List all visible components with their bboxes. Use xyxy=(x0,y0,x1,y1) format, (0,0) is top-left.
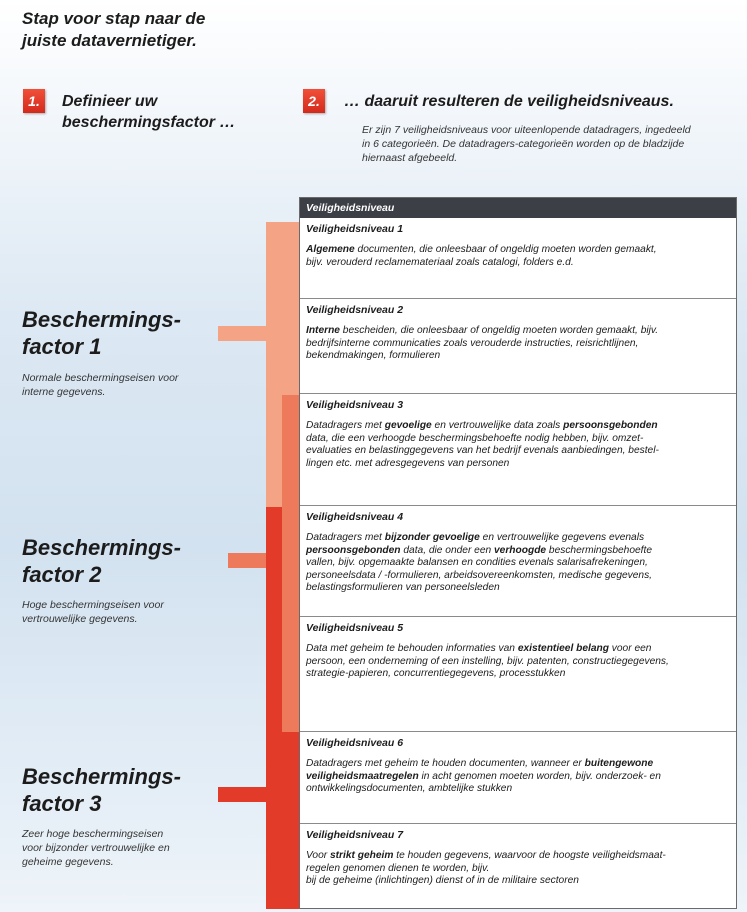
emphasis-text: Interne xyxy=(306,325,340,336)
factor-desc-line: interne gegevens. xyxy=(22,386,106,398)
level-text-line xyxy=(306,783,730,796)
factor-3-bar xyxy=(266,507,282,909)
level-text-line xyxy=(306,875,730,888)
level-text-line xyxy=(306,420,730,433)
emphasis-text: persoonsgebonden xyxy=(563,420,658,431)
level-title: Veiligheidsniveau 3 xyxy=(306,399,404,411)
factor-title-line: Beschermings- xyxy=(22,307,181,332)
factor-desc-line: vertrouwelijke gegevens. xyxy=(22,613,138,625)
level-text-line xyxy=(306,338,730,351)
level-text-line xyxy=(306,257,730,270)
emphasis-text: existentieel belang xyxy=(517,643,609,654)
emphasis-text: bijzonder gevoelige xyxy=(384,532,480,543)
text-span: evaluaties en belastinggegevens van het bedrijf evenals aanbiedingen, bestel- xyxy=(306,445,659,457)
level-title: Veiligheidsniveau 2 xyxy=(306,304,404,316)
factor-2-description xyxy=(22,598,164,626)
factor-desc-line: voor bijzonder vertrouwelijke en xyxy=(22,842,170,854)
level-row-5 xyxy=(300,616,736,731)
emphasis-text: buitengewone xyxy=(584,758,654,769)
factor-title-line: Beschermings- xyxy=(22,764,181,789)
factor-1-connector xyxy=(218,326,300,341)
text-span: Datadragers met xyxy=(306,532,385,543)
factor-title-line: Beschermings- xyxy=(22,535,181,560)
table-header: Veiligheidsniveau xyxy=(300,198,736,218)
text-span: voor een xyxy=(608,643,652,654)
text-span: Data met geheim te behouden informaties van xyxy=(306,643,518,654)
text-span: bekendmakingen, formulieren xyxy=(306,350,441,362)
text-span: in acht genomen moeten worden, bijv. onderzoek- en xyxy=(418,770,661,782)
text-span: te houden gegevens, waarvoor de hoogste veiligheidsmaat- xyxy=(393,850,666,861)
factor-3-description xyxy=(22,827,170,869)
text-span: en vertrouwelijke gegevens evenals xyxy=(479,532,645,543)
level-title: Veiligheidsniveau 7 xyxy=(306,829,404,841)
level-title: Veiligheidsniveau 1 xyxy=(306,223,404,235)
text-span: Voor xyxy=(306,850,330,861)
emphasis-text: strikt geheim xyxy=(329,850,394,861)
level-text-line xyxy=(306,458,730,471)
factor-title-line: factor 2 xyxy=(22,562,102,587)
text-span: lingen etc. met adresgegevens van personen xyxy=(306,457,510,469)
factor-3-title xyxy=(22,763,181,817)
level-text-line xyxy=(306,643,730,656)
level-text-line xyxy=(306,350,730,363)
level-text-line xyxy=(306,244,730,257)
level-row-6 xyxy=(300,731,736,823)
factor-desc-line: Zeer hoge beschermingseisen xyxy=(22,828,164,840)
factor-3-bar-extension xyxy=(282,732,300,909)
text-span: ontwikkelingsdocumenten, ambtelijke stukken xyxy=(306,783,513,795)
emphasis-text: persoonsgebonden xyxy=(306,544,401,556)
level-text-line xyxy=(306,850,730,863)
level-row-4 xyxy=(300,505,736,616)
factor-1-title xyxy=(22,306,181,360)
level-text-line xyxy=(306,863,730,876)
level-text-line xyxy=(306,570,730,583)
level-row-1 xyxy=(300,218,736,298)
page-title-line: juiste datavernietiger. xyxy=(22,31,197,50)
factor-2-connector xyxy=(228,553,300,568)
factor-desc-line: Hoge beschermingseisen voor xyxy=(22,599,164,611)
level-text-line xyxy=(306,771,730,784)
level-text-line xyxy=(306,582,730,595)
level-text-line xyxy=(306,445,730,458)
text-span: en vertrouwelijke data zoals xyxy=(431,420,564,431)
level-text xyxy=(306,643,730,681)
factor-title-line: factor 1 xyxy=(22,334,102,359)
level-text xyxy=(306,325,730,363)
level-text-line xyxy=(306,557,730,570)
step-1-label-line: Definieer uw xyxy=(62,93,158,110)
factor-desc-line: geheime gegevens. xyxy=(22,856,114,868)
step-2-label: … daaruit resulteren de veiligheidsniveaus. xyxy=(344,93,674,110)
text-span: bijv. verouderd reclamemateriaal zoals catalogi, folders e.d. xyxy=(306,256,574,268)
level-text-line xyxy=(306,545,730,558)
text-span: regelen genomen dienen te worden, bijv. xyxy=(306,862,490,874)
step-1-label-line: beschermingsfactor … xyxy=(62,114,236,131)
description-line: Er zijn 7 veiligheidsniveaus voor uiteenlopende datadragers, ingedeeld xyxy=(362,124,691,136)
text-span: persoon, een onderneming of een instelling, bijv. patenten, constructiegegevens, xyxy=(306,655,669,667)
factor-desc-line: Normale beschermingseisen voor xyxy=(22,372,179,384)
level-text-line xyxy=(306,758,730,771)
factor-1-description xyxy=(22,371,178,399)
step-1-badge: 1. xyxy=(23,89,45,113)
text-span: data, die onder een xyxy=(400,544,494,556)
factor-title-line: factor 3 xyxy=(22,791,102,816)
level-text-line xyxy=(306,656,730,669)
level-title: Veiligheidsniveau 4 xyxy=(306,511,404,523)
step-1-label xyxy=(62,91,235,133)
security-level-table xyxy=(299,197,737,909)
level-text-line xyxy=(306,532,730,545)
text-span: bedrijfsinterne communicaties zoals verouderde instructies, reisrichtlijnen, xyxy=(306,337,639,349)
level-text-line xyxy=(306,325,730,338)
step-2-badge: 2. xyxy=(303,89,325,113)
factor-2-title xyxy=(22,534,181,588)
emphasis-text: veiligheidsmaatregelen xyxy=(306,770,419,782)
text-span: bij de geheime (inlichtingen) dienst of in de militaire sectoren xyxy=(306,875,579,887)
emphasis-text: Algemene xyxy=(306,244,355,255)
text-span: strategie-papieren, concurrentiegegevens, processtukken xyxy=(306,668,566,680)
text-span: Datadragers met xyxy=(306,420,385,431)
level-text-line xyxy=(306,433,730,446)
level-text xyxy=(306,244,730,269)
description-line: hiernaast afgebeeld. xyxy=(362,152,458,164)
level-row-2 xyxy=(300,298,736,393)
level-row-3 xyxy=(300,393,736,505)
text-span: vallen, bijv. opgemaakte balansen en condities evenals salarisafrekeningen, xyxy=(306,557,648,569)
level-row-7 xyxy=(300,823,736,908)
emphasis-text: gevoelige xyxy=(384,420,432,431)
description-line: in 6 categorieën. De datadragers-categorieën worden op de bladzijde xyxy=(362,138,685,150)
text-span: personeelsdata / -formulieren, arbeidsovereenkomsten, medische gegevens, xyxy=(306,569,653,581)
factor-3-connector xyxy=(218,787,300,802)
level-title: Veiligheidsniveau 5 xyxy=(306,622,404,634)
text-span: data, die een verhoogde beschermingsbehoefte nodig hebben, bijv. omzet- xyxy=(306,432,644,444)
level-title: Veiligheidsniveau 6 xyxy=(306,737,404,749)
level-text-line xyxy=(306,668,730,681)
emphasis-text: verhoogde xyxy=(494,544,547,556)
step-2-description xyxy=(362,123,742,165)
text-span: documenten, die onleesbaar of ongeldig moeten worden gemaakt, xyxy=(354,244,657,255)
page-title xyxy=(22,8,322,52)
level-text xyxy=(306,532,730,595)
level-text xyxy=(306,850,730,888)
text-span: belastingsformulieren van personeelsleden xyxy=(306,582,500,594)
text-span: beschermingsbehoefte xyxy=(546,544,652,556)
text-span: bescheiden, die onleesbaar of ongeldig moeten worden gemaakt, bijv. xyxy=(339,325,659,336)
page-title-line: Stap voor stap naar de xyxy=(22,9,206,28)
level-text xyxy=(306,758,730,796)
text-span: Datadragers met geheim te houden documenten, wanneer er xyxy=(306,758,585,769)
level-text xyxy=(306,420,730,470)
